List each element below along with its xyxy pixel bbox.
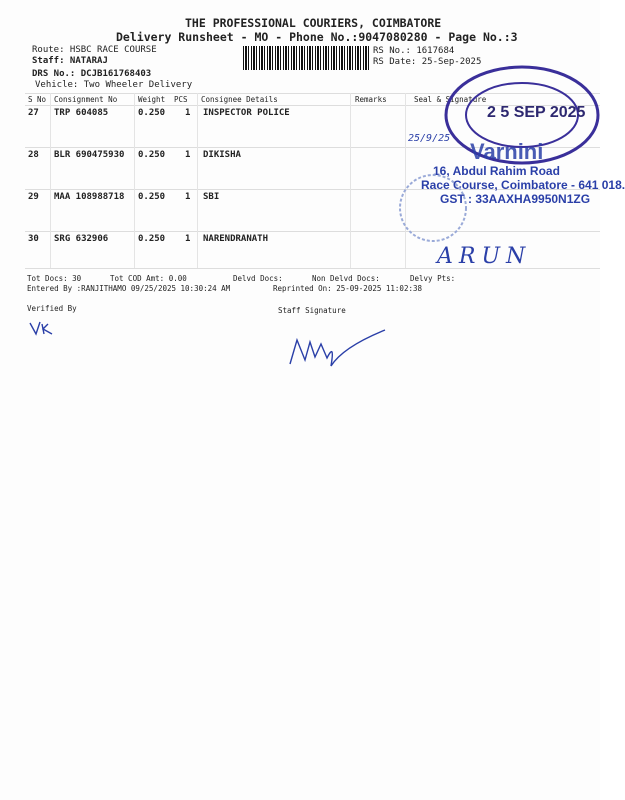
col-consignee: Consignee Details <box>201 95 278 104</box>
cell-consignee: INSPECTOR POLICE <box>203 108 290 118</box>
handwritten-name: ARUN <box>437 244 532 269</box>
cell-pcs: 1 <box>185 234 191 244</box>
cell-sno: 29 <box>28 192 39 202</box>
tot-cod: Tot COD Amt: 0.00 <box>110 274 187 283</box>
cell-sno: 30 <box>28 234 39 244</box>
cell-consignee: DIKISHA <box>203 150 241 160</box>
col-consignment: Consignment No <box>54 95 118 104</box>
runsheet-title: Delivery Runsheet - MO - Phone No.:9047080280 - Page No.:3 <box>116 30 518 44</box>
stamp-address-1: 16, Abdul Rahim Road <box>433 164 560 178</box>
cell-pcs: 1 <box>185 192 191 202</box>
seal-date: 2 5 SEP 2025 <box>487 104 586 121</box>
cell-consignment: MAA 108988718 <box>54 192 125 202</box>
cell-sno: 28 <box>28 150 39 160</box>
cell-pcs: 1 <box>185 108 191 118</box>
company-name: THE PROFESSIONAL COURIERS, COIMBATORE <box>185 16 442 30</box>
rs-date: RS Date: 25-Sep-2025 <box>373 57 482 67</box>
staff: Staff: NATARAJ <box>32 56 108 66</box>
col-seal: Seal & Signature <box>414 95 487 104</box>
cell-consignment: TRP 604085 <box>54 108 109 118</box>
cell-sno: 27 <box>28 108 39 118</box>
cell-weight: 0.250 <box>138 108 166 118</box>
faint-round-stamp <box>395 170 475 250</box>
verified-by: Verified By <box>27 304 77 313</box>
col-pcs: PCS <box>174 95 188 104</box>
non-delvd-docs: Non Delvd Docs: <box>312 274 380 283</box>
col-weight: Weight <box>138 95 166 104</box>
stamp-name: Varnini <box>470 139 544 164</box>
cell-weight: 0.250 <box>138 192 166 202</box>
delvd-docs: Delvd Docs: <box>233 274 283 283</box>
vehicle: Vehicle: Two Wheeler Delivery <box>35 80 193 90</box>
handwritten-date: 25/9/25 <box>408 133 451 144</box>
col-sno: S No <box>28 95 47 104</box>
rs-no: RS No.: 1617684 <box>373 46 455 56</box>
verifier-signature <box>28 318 58 340</box>
cell-weight: 0.250 <box>138 150 166 160</box>
cell-consignee: SBI <box>203 192 220 202</box>
barcode <box>243 46 370 70</box>
route: Route: HSBC RACE COURSE <box>32 45 157 55</box>
cell-consignment: SRG 632906 <box>54 234 109 244</box>
drs-no: DRS No.: DCJB161768403 <box>32 69 152 79</box>
cell-weight: 0.250 <box>138 234 166 244</box>
cell-consignee: NARENDRANATH <box>203 234 269 244</box>
cell-consignment: BLR 690475930 <box>54 150 125 160</box>
entered-by: Entered By :RANJITHAMO 09/25/2025 10:30:24 AM <box>27 284 231 293</box>
staff-signature-label: Staff Signature <box>278 306 346 315</box>
delvy-pts: Delvy Pts: <box>410 274 456 283</box>
reprinted-on: Reprinted On: 25-09-2025 11:02:38 <box>273 284 423 293</box>
stamp-gst: GST : 33AAXHA9950N1ZG <box>440 192 591 206</box>
staff-signature <box>285 322 395 372</box>
cell-pcs: 1 <box>185 150 191 160</box>
stamp-address-2: Race Course, Coimbatore - 641 018. <box>421 178 625 192</box>
tot-docs: Tot Docs: 30 <box>27 274 82 283</box>
col-remarks: Remarks <box>355 95 387 104</box>
